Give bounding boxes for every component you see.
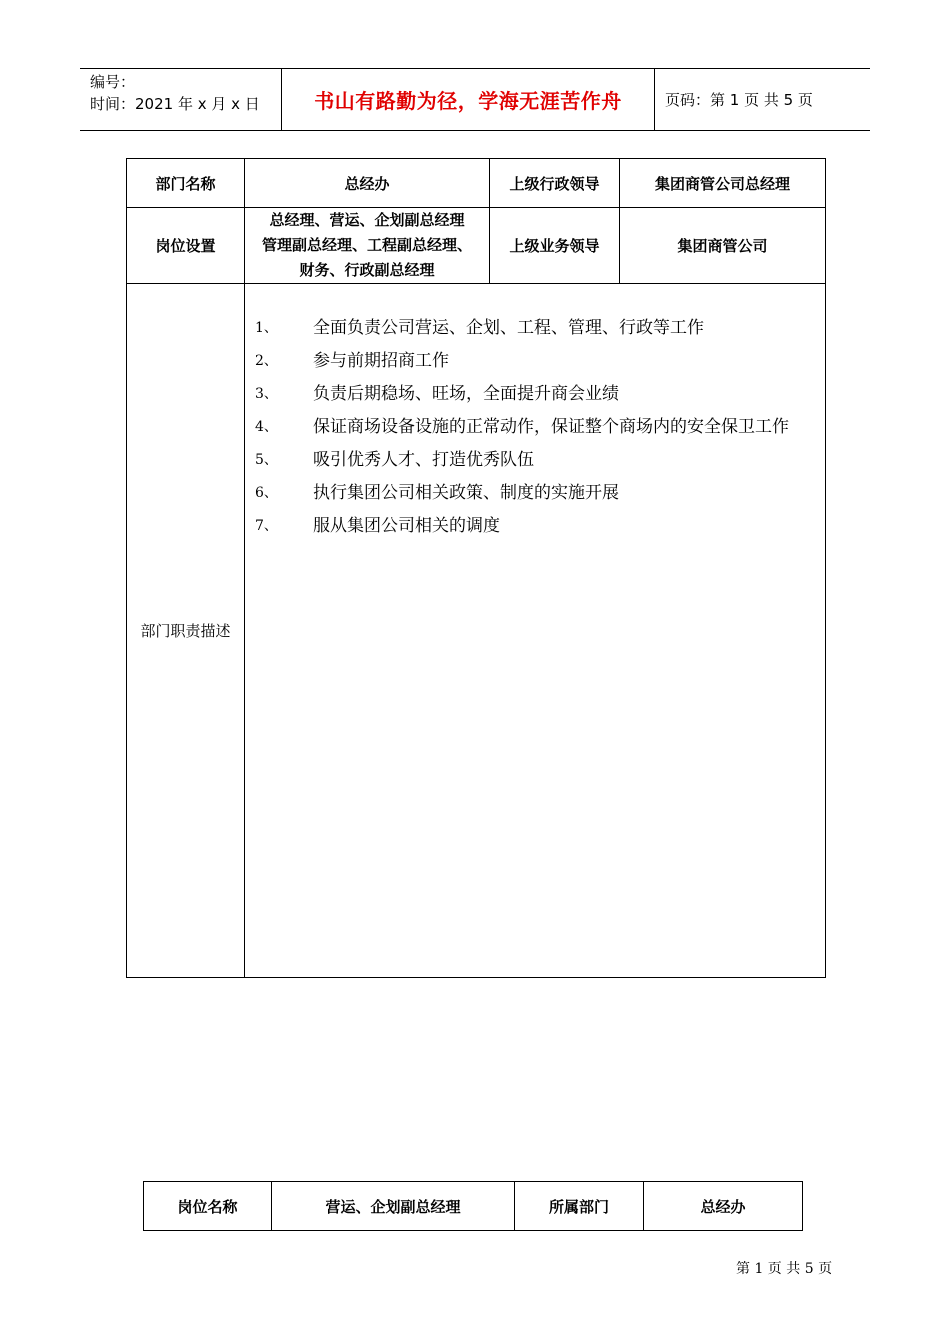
item-number: 6、 (255, 485, 278, 501)
item-number: 1、 (255, 320, 278, 336)
item-text: 执行集团公司相关政策、制度的实施开展 (313, 483, 619, 503)
item-text: 服从集团公司相关的调度 (313, 516, 500, 536)
positions-line: 总经理、营运、企划副总经理 (269, 211, 465, 229)
positions-label: 岗位设置 (127, 208, 245, 284)
dept-label: 所属部门 (515, 1182, 644, 1231)
header-meta (80, 69, 282, 130)
duties-label: 部门职责描述 (127, 284, 245, 978)
admin-leader-value: 集团商管公司总经理 (620, 159, 826, 208)
post-name-label: 岗位名称 (144, 1182, 272, 1231)
positions-line: 财务、行政副总经理 (299, 261, 435, 279)
list-item (255, 444, 819, 477)
list-item (255, 378, 819, 411)
list-item (255, 312, 819, 345)
business-leader-label: 上级业务领导 (490, 208, 620, 284)
header-page-info: 页码：第 1 页 共 5 页 (665, 91, 813, 109)
dept-name-value: 总经办 (245, 159, 490, 208)
duties-description (245, 284, 826, 978)
item-text: 保证商场设备设施的正常动作，保证整个商场内的安全保卫工作 (313, 417, 789, 437)
item-number: 5、 (255, 452, 278, 468)
list-item (255, 411, 819, 444)
list-item (255, 345, 819, 378)
post-name-value: 营运、企划副总经理 (272, 1182, 515, 1231)
dept-name-label: 部门名称 (127, 159, 245, 208)
list-item (255, 510, 819, 543)
post-table (143, 1181, 803, 1231)
table-row (127, 159, 826, 208)
page-header (80, 68, 870, 131)
item-number: 2、 (255, 353, 278, 369)
dept-value: 总经办 (644, 1182, 803, 1231)
list-item (255, 477, 819, 510)
item-text: 参与前期招商工作 (313, 351, 449, 371)
item-text: 吸引优秀人才、打造优秀队伍 (313, 450, 534, 470)
page-footer: 第 1 页 共 5 页 (736, 1261, 833, 1277)
positions-value (245, 208, 490, 284)
date-label: 时间：2021 年 x 月 x 日 (90, 95, 260, 113)
item-text: 负责后期稳场、旺场，全面提升商会业绩 (313, 384, 619, 404)
admin-leader-label: 上级行政领导 (490, 159, 620, 208)
item-number: 4、 (255, 419, 278, 435)
motto: 书山有路勤为径，学海无涯苦作舟 (282, 69, 655, 130)
item-text: 全面负责公司营运、企划、工程、管理、行政等工作 (313, 318, 704, 338)
business-leader-value: 集团商管公司 (620, 208, 826, 284)
positions-line: 管理副总经理、工程副总经理、 (261, 236, 472, 254)
table-row (127, 284, 826, 978)
department-table (126, 158, 826, 978)
item-number: 7、 (255, 518, 278, 534)
serial-label: 编号： (90, 73, 136, 91)
table-row (127, 208, 826, 284)
item-number: 3、 (255, 386, 278, 402)
table-row (144, 1182, 803, 1231)
